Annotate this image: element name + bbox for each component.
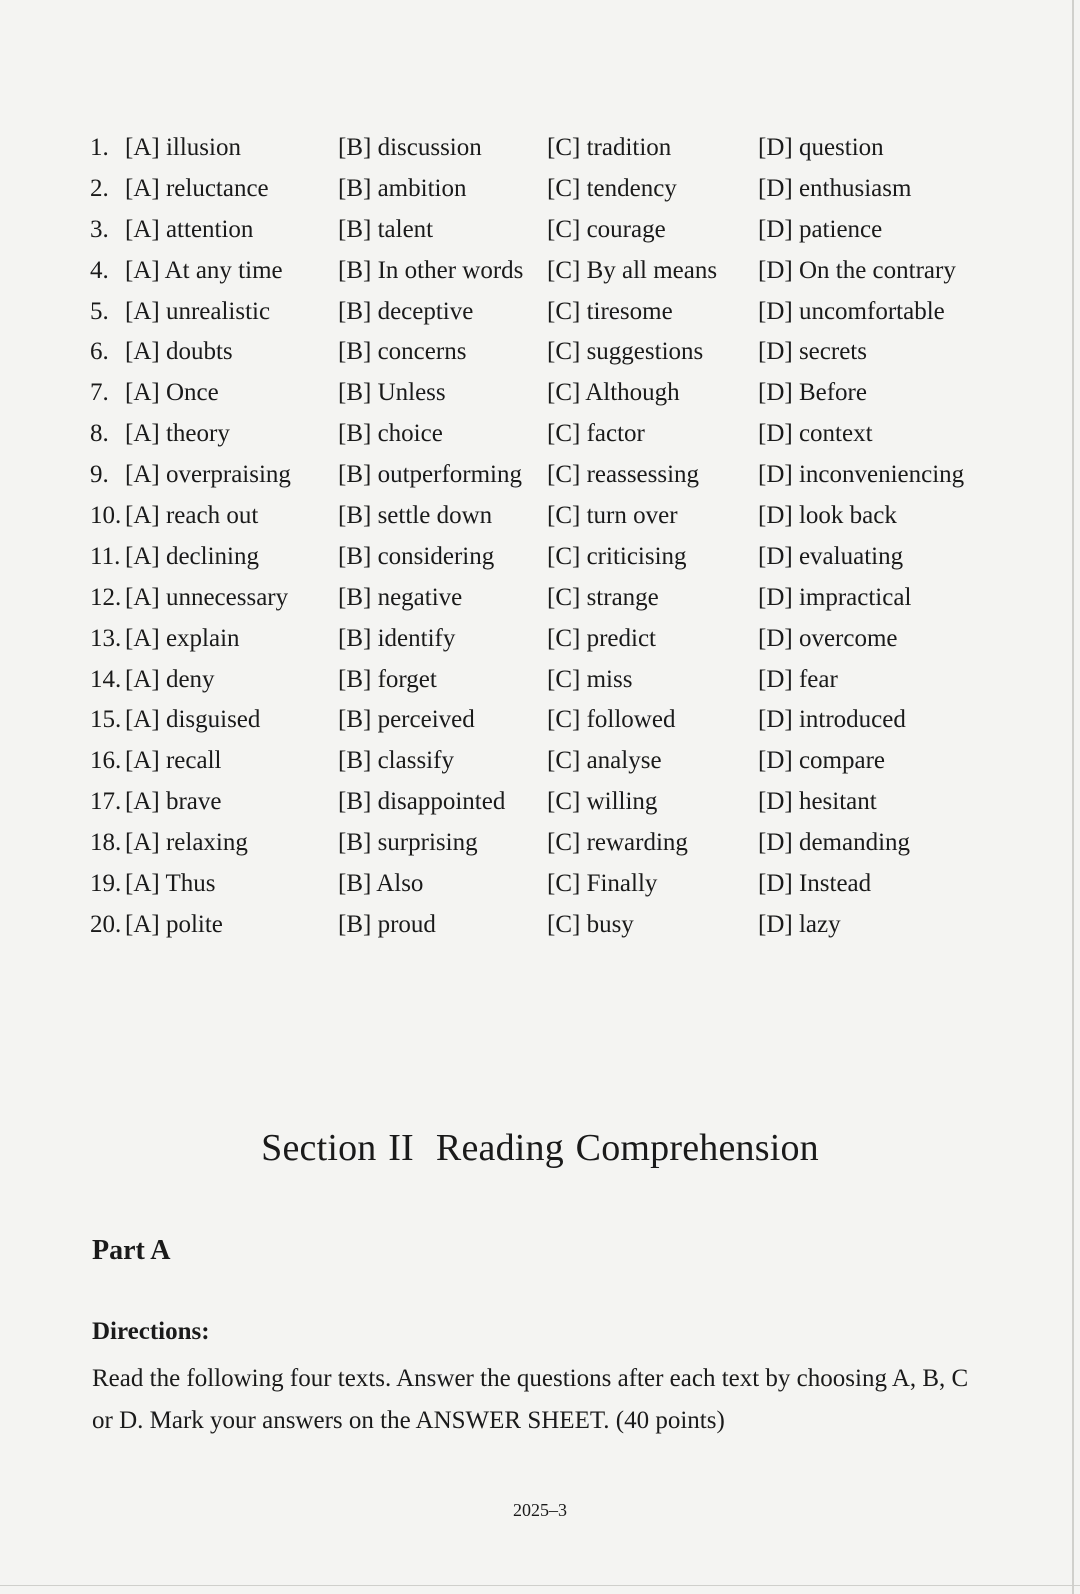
question-row xyxy=(90,537,990,578)
question-row xyxy=(90,660,990,701)
option-a: [A] explain xyxy=(125,624,240,652)
question-row xyxy=(90,414,990,455)
option-a: [A] disguised xyxy=(125,706,261,734)
question-row xyxy=(90,782,990,823)
option-b: [B] considering xyxy=(338,542,495,570)
question-row xyxy=(90,251,990,292)
option-b: [B] deceptive xyxy=(338,297,474,325)
question-number: 19. xyxy=(90,870,122,898)
directions-text: Read the following four texts. Answer the questions after each text by choosing A, B, C or D. Mark your answers on the ANSWER SHEET. (40 points) xyxy=(92,1365,969,1434)
option-a: [A] unnecessary xyxy=(125,583,289,611)
option-a: [A] theory xyxy=(125,420,230,448)
question-number: 1. xyxy=(90,134,109,161)
page-number: 2025–3 xyxy=(513,1500,567,1520)
option-d: [D] secrets xyxy=(758,338,867,366)
option-d: [D] enthusiasm xyxy=(758,174,912,202)
option-c: [C] courage xyxy=(547,215,666,243)
question-row xyxy=(90,292,990,333)
option-c: [C] analyse xyxy=(547,747,662,775)
option-a: [A] At any time xyxy=(125,256,283,284)
option-d: [D] impractical xyxy=(758,583,912,611)
option-d: [D] uncomfortable xyxy=(758,297,945,325)
option-a: [A] relaxing xyxy=(125,829,248,857)
question-row xyxy=(90,578,990,619)
option-c: [C] turn over xyxy=(547,502,678,530)
option-c: [C] tradition xyxy=(547,134,672,161)
question-number: 15. xyxy=(90,706,122,734)
option-d: [D] hesitant xyxy=(758,788,877,816)
question-number: 14. xyxy=(90,665,122,693)
option-d: [D] Before xyxy=(758,379,867,407)
question-number: 9. xyxy=(90,461,109,489)
option-d: [D] context xyxy=(758,420,873,448)
option-d: [D] question xyxy=(758,134,884,161)
option-c: [C] Finally xyxy=(547,870,658,898)
section-name: Reading Comprehension xyxy=(435,1127,819,1169)
option-c: [C] predict xyxy=(547,624,656,652)
option-b: [B] concerns xyxy=(338,338,467,366)
option-b: [B] discussion xyxy=(338,134,482,161)
option-d: [D] demanding xyxy=(758,829,911,857)
option-c: [C] rewarding xyxy=(547,829,688,857)
question-row xyxy=(90,905,990,946)
question-row xyxy=(90,496,990,537)
option-b: [B] Unless xyxy=(338,379,446,407)
question-row xyxy=(90,864,990,905)
question-number: 7. xyxy=(90,379,109,407)
question-row xyxy=(90,700,990,741)
option-c: [C] factor xyxy=(547,420,645,448)
option-a: [A] brave xyxy=(125,788,222,816)
option-d: [D] compare xyxy=(758,747,886,775)
option-b: [B] choice xyxy=(338,420,443,448)
question-number: 3. xyxy=(90,215,109,243)
question-row xyxy=(90,741,990,782)
option-c: [C] miss xyxy=(547,665,633,693)
option-b: [B] disappointed xyxy=(338,788,506,816)
page-edge-line xyxy=(1072,0,1074,1594)
directions-heading: Directions: xyxy=(92,1318,210,1345)
option-d: [D] introduced xyxy=(758,706,906,734)
option-d: [D] overcome xyxy=(758,624,898,652)
question-number: 6. xyxy=(90,338,109,366)
option-d: [D] patience xyxy=(758,215,883,243)
option-b: [B] proud xyxy=(338,910,436,938)
question-number: 13. xyxy=(90,624,122,652)
option-a: [A] attention xyxy=(125,215,254,243)
section-number: Section II xyxy=(261,1127,414,1169)
option-d: [D] inconveniencing xyxy=(758,461,965,489)
question-number: 16. xyxy=(90,747,122,775)
option-a: [A] reluctance xyxy=(125,174,269,202)
option-d: [D] On the contrary xyxy=(758,256,956,284)
option-b: [B] ambition xyxy=(338,174,467,202)
option-c: [C] strange xyxy=(547,583,659,611)
option-c: [C] followed xyxy=(547,706,676,734)
question-row xyxy=(90,210,990,251)
question-row xyxy=(90,332,990,373)
question-row xyxy=(90,373,990,414)
option-a: [A] recall xyxy=(125,747,222,775)
option-c: [C] criticising xyxy=(547,542,687,570)
option-a: [A] illusion xyxy=(125,134,241,161)
question-number: 11. xyxy=(90,542,121,570)
option-d: [D] evaluating xyxy=(758,542,904,570)
option-a: [A] doubts xyxy=(125,338,233,366)
option-c: [C] tiresome xyxy=(547,297,673,325)
question-number: 17. xyxy=(90,788,122,816)
option-c: [C] busy xyxy=(547,910,634,938)
option-b: [B] negative xyxy=(338,583,463,611)
question-row xyxy=(90,169,990,210)
option-b: [B] talent xyxy=(338,215,434,243)
option-b: [B] surprising xyxy=(338,829,478,857)
option-d: [D] lazy xyxy=(758,910,841,938)
option-a: [A] unrealistic xyxy=(125,297,271,325)
option-d: [D] fear xyxy=(758,665,838,693)
option-c: [C] Although xyxy=(547,379,680,407)
option-a: [A] deny xyxy=(125,665,215,693)
option-a: [A] declining xyxy=(125,542,259,570)
option-b: [B] perceived xyxy=(338,706,475,734)
option-c: [C] willing xyxy=(547,788,658,816)
option-d: [D] look back xyxy=(758,502,897,530)
question-number: 18. xyxy=(90,829,122,857)
option-a: [A] Once xyxy=(125,379,219,407)
question-number: 12. xyxy=(90,583,122,611)
question-row xyxy=(90,619,990,660)
option-a: [A] reach out xyxy=(125,502,259,530)
option-c: [C] tendency xyxy=(547,174,677,202)
option-b: [B] forget xyxy=(338,665,437,693)
option-c: [C] By all means xyxy=(547,256,718,284)
option-c: [C] suggestions xyxy=(547,338,704,366)
question-row xyxy=(90,455,990,496)
question-number: 10. xyxy=(90,502,122,530)
section-title xyxy=(0,1126,1080,1170)
question-number: 4. xyxy=(90,256,109,284)
option-b: [B] In other words xyxy=(338,256,524,284)
part-title: Part A xyxy=(92,1235,171,1266)
question-row xyxy=(90,128,990,169)
option-d: [D] Instead xyxy=(758,870,872,898)
option-b: [B] settle down xyxy=(338,502,493,530)
question-row xyxy=(90,823,990,864)
option-b: [B] outperforming xyxy=(338,461,522,489)
question-number: 20. xyxy=(90,910,122,938)
question-number: 5. xyxy=(90,297,109,325)
option-b: [B] Also xyxy=(338,870,424,898)
page-bottom-line xyxy=(0,1585,1080,1586)
option-b: [B] identify xyxy=(338,624,456,652)
option-a: [A] Thus xyxy=(125,870,216,898)
option-c: [C] reassessing xyxy=(547,461,700,489)
option-a: [A] overpraising xyxy=(125,461,291,489)
option-b: [B] classify xyxy=(338,747,454,775)
question-number: 8. xyxy=(90,420,109,448)
question-number: 2. xyxy=(90,174,109,202)
answer-options-list xyxy=(90,128,990,946)
option-a: [A] polite xyxy=(125,910,223,938)
